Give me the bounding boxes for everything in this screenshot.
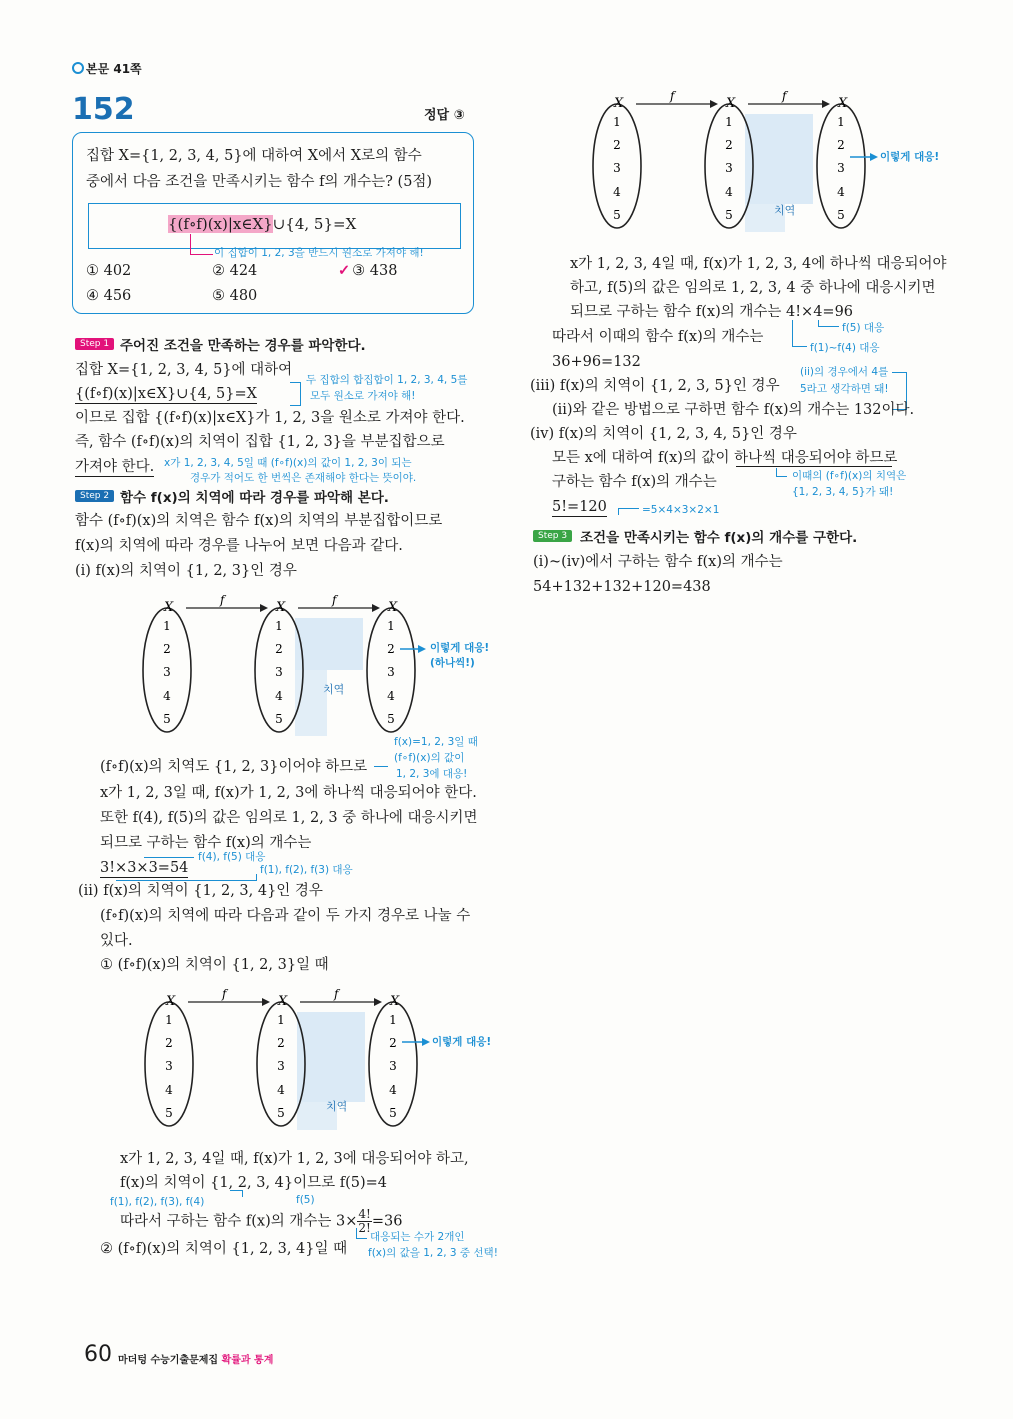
svg-text:3: 3 [165,1059,173,1073]
step1-line-2: {(f∘f)(x)|x∈X}∪{4, 5}=X [75,386,257,402]
range-label: 치역 [774,204,796,217]
svg-text:4: 4 [165,1083,173,1097]
step1-bracket [290,382,301,406]
case3-title: (iii) f(x)의 치역이 {1, 2, 3, 5}인 경우 [530,378,780,394]
circle-icon [72,62,84,74]
svg-text:4: 4 [387,689,395,703]
svg-text:2: 2 [275,642,283,656]
case2-sub1-line-3: 따라서 구하는 함수 f(x)의 개수는 3× $\frac{4!}{2!}$ =36 [120,1207,403,1235]
set-label: X [614,96,624,111]
svg-text:1: 1 [163,619,171,633]
svg-text:5: 5 [389,1106,397,1120]
condition-formula [168,215,356,233]
mapping-diagram-1 [140,592,430,742]
function-label: f [670,89,675,103]
case2-note-b: f(5) [296,1194,315,1206]
case4-title: (iv) f(x)의 치역이 {1, 2, 3, 4, 5}인 경우 [530,426,797,442]
problem-line-1: 집합 X={1, 2, 3, 4, 5}에 대하여 X에서 X로의 함수 [86,148,422,164]
step1-note-2a: x가 1, 2, 3, 4, 5일 때 (f∘f)(x)의 값이 1, 2, 3이 되는 [164,457,412,469]
case2-note-d: f(x)의 값을 1, 2, 3 중 선택! [368,1247,498,1259]
arrow-line [374,766,388,767]
set-label: X [388,600,398,615]
right-line-1: x가 1, 2, 3, 4일 때, f(x)가 1, 2, 3, 4에 하나씩 대응되어야 [570,256,947,272]
set-label: X [276,600,286,615]
range-label: 치역 [323,683,345,696]
case1-line-4: 되므로 구하는 함수 f(x)의 개수는 [100,835,312,851]
condition-rest: ∪{4, 5}=X [272,215,357,233]
right-line-3: 되므로 구하는 함수 f(x)의 개수는 4!×4=96 [570,304,854,320]
step1-line-3: 이므로 집합 {(f∘f)(x)|x∈X}가 1, 2, 3을 원소로 가져야 한다. [75,410,465,426]
case2-sub1-line-2: f(x)의 치역이 {1, 2, 3, 4}이므로 f(5)=4 [120,1175,388,1191]
fraction: $\frac{4!}{2!}$ [358,1207,371,1235]
function-label: f [332,593,337,607]
svg-text:1: 1 [165,1013,173,1027]
case4-bracket [776,468,787,477]
case1-side-a: f(x)=1, 2, 3일 때 [394,736,478,748]
svg-text:3: 3 [387,665,395,679]
right-note-1: f(5) 대응 [842,322,885,334]
svg-text:1: 1 [277,1013,285,1027]
svg-text:5: 5 [725,208,733,222]
section-marker [72,60,142,77]
svg-text:4: 4 [389,1083,397,1097]
svg-text:3: 3 [277,1059,285,1073]
svg-text:5: 5 [275,712,283,726]
case4-underline [736,466,892,467]
step3-line-2: 54+132+132+120=438 [533,579,711,595]
condition-highlight: {(f∘f)(x)|x∈X} [168,215,273,233]
svg-text:4: 4 [725,185,733,199]
svg-text:3: 3 [163,665,171,679]
range-label: 치역 [326,1100,348,1113]
mapping-diagram-2 [142,986,432,1136]
condition-note: 이 집합이 1, 2, 3을 반드시 원소로 가져야 해! [214,247,424,259]
svg-text:2: 2 [387,642,395,656]
set-label: X [838,96,848,111]
set-label: X [166,994,176,1009]
function-label: f [334,987,339,1001]
right-line-4: 따라서 이때의 함수 f(x)의 개수는 [552,329,764,345]
svg-text:4: 4 [277,1083,285,1097]
book-title: 마더텅 수능기출문제집 확률과 통계 [118,1355,274,1366]
svg-text:5: 5 [837,208,845,222]
case2-sub-1: ① (f∘f)(x)의 치역이 {1, 2, 3}일 때 [100,957,329,973]
svg-text:5: 5 [163,712,171,726]
step2-line-1: 함수 (f∘f)(x)의 치역은 함수 f(x)의 치역의 부분집합이므로 [75,513,443,529]
svg-text:2: 2 [613,138,621,152]
case4-note-2: {1, 2, 3, 4, 5}가 돼! [792,486,894,498]
choice-4: ④ 456 [86,288,132,304]
case2-bracket-c [356,1228,367,1239]
case1-calc: 3!×3×3=54 [100,860,189,876]
step2-badge: Step 2 [75,490,114,502]
svg-text:3: 3 [389,1059,397,1073]
case1-map-note-2: (하나씩!) [430,657,475,669]
svg-text:5: 5 [387,712,395,726]
case1-calc-bracket-1 [144,857,194,858]
svg-text:1: 1 [275,619,283,633]
svg-text:1: 1 [613,115,621,129]
right-line-2: 하고, f(5)의 값은 임의로 1, 2, 3, 4 중 하나에 대응시키면 [570,280,936,296]
case1-note-2: f(1), f(2), f(3) 대응 [260,864,353,876]
right-note-2: f(1)~f(4) 대응 [810,342,880,354]
case2-map-note: 이렇게 대응! [432,1036,492,1048]
case1-note-1: f(4), f(5) 대응 [198,851,266,863]
function-label: f [222,987,227,1001]
step1-title: 주어진 조건을 만족하는 경우를 파악한다. [120,338,366,354]
svg-text:4: 4 [275,689,283,703]
svg-text:2: 2 [725,138,733,152]
condition-arrow [190,234,213,255]
case1-side-c: 1, 2, 3에 대응! [396,768,468,780]
step3-line-1: (i)~(iv)에서 구하는 함수 f(x)의 개수는 [533,554,783,570]
case2-title: (ii) f(x)의 치역이 {1, 2, 3, 4}인 경우 [78,883,323,899]
case1-line-1: (f∘f)(x)의 치역도 {1, 2, 3}이어야 하므로 [100,759,368,775]
step1-line-5: 가져야 한다. [75,459,155,475]
step1-line-4: 즉, 함수 (f∘f)(x)의 치역이 집합 {1, 2, 3}을 부분집합으로 [75,434,445,450]
right-map-note: 이렇게 대응! [880,151,940,163]
case4-note-3: =5×4×3×2×1 [642,504,720,516]
case2-note-c: 대응되는 수가 2개인 [370,1231,465,1243]
set-label: X [390,994,400,1009]
answer-label: 정답 ③ [424,108,465,123]
svg-text:1: 1 [387,619,395,633]
set-label: X [164,600,174,615]
svg-text:1: 1 [725,115,733,129]
step3-title: 조건을 만족시키는 함수 f(x)의 개수를 구한다. [580,530,858,546]
svg-text:1: 1 [389,1013,397,1027]
case2-sub1-line-1: x가 1, 2, 3, 4일 때, f(x)가 1, 2, 3에 대응되어야 하고, [120,1151,469,1167]
svg-text:3: 3 [275,665,283,679]
choice-3: ✓ ③ 438 [338,262,398,279]
choice-1: ① 402 [86,263,132,279]
svg-text:3: 3 [613,161,621,175]
step1-note-1b: 모두 원소로 가져야 해! [310,390,416,402]
svg-text:4: 4 [163,689,171,703]
case1-side-b: (f∘f)(x)의 값이 [394,752,465,764]
set-label: X [278,994,288,1009]
svg-text:3: 3 [725,161,733,175]
svg-text:5: 5 [613,208,621,222]
case1-map-note-1: 이렇게 대응! [430,642,490,654]
svg-text:2: 2 [837,138,845,152]
set-label: X [726,96,736,111]
svg-text:5: 5 [165,1106,173,1120]
svg-text:2: 2 [163,642,171,656]
step1-note-2b: 경우가 적어도 한 번씩은 존재해야 한다는 뜻이야. [190,472,417,484]
problem-number: 152 [72,92,135,127]
svg-text:4: 4 [613,185,621,199]
checkmark-icon: ✓ [338,262,351,279]
case1-calc-bracket-2 [116,874,257,881]
step1-badge: Step 1 [75,338,114,350]
right-line-5: 36+96=132 [552,354,641,370]
mapping-diagram-3 [590,88,880,238]
case2-line-1: (f∘f)(x)의 치역에 따라 다음과 같이 두 가지 경우로 나눌 수 [100,908,471,924]
page-number: 60 [84,1342,112,1367]
step1-note-1a: 두 집합의 합집합이 1, 2, 3, 4, 5를 [306,374,468,386]
step1-line-1: 집합 X={1, 2, 3, 4, 5}에 대하여 [75,362,293,378]
svg-text:1: 1 [837,115,845,129]
case4-line-1: 모든 x에 대하여 f(x)의 값이 하나씩 대응되어야 하므로 [552,450,898,466]
svg-text:2: 2 [165,1036,173,1050]
step2-title: 함수 f(x)의 치역에 따라 경우를 파악해 본다. [120,490,389,506]
step3-badge: Step 3 [533,530,572,542]
choice-2: ② 424 [212,263,258,279]
right-bracket-1 [818,320,839,327]
case2-bracket-a [230,1190,243,1197]
case4-bracket-2 [618,508,639,515]
choice-5: ⑤ 480 [212,288,258,304]
right-bracket-2 [792,320,807,347]
section-label: 본문 41쪽 [86,62,142,76]
case3-note-2: 5라고 생각하면 돼! [800,383,889,395]
svg-text:2: 2 [389,1036,397,1050]
step2-line-2: f(x)의 치역에 따라 경우를 나누어 보면 다음과 같다. [75,538,403,554]
svg-text:2: 2 [277,1036,285,1050]
svg-text:3: 3 [837,161,845,175]
case1-line-2: x가 1, 2, 3일 때, f(x)가 1, 2, 3에 하나씩 대응되어야 한다. [100,785,477,801]
case1-title: (i) f(x)의 치역이 {1, 2, 3}인 경우 [75,563,297,579]
problem-line-2: 중에서 다음 조건을 만족시키는 함수 f의 개수는? (5점) [86,174,433,190]
case3-note-1: (ii)의 경우에서 4를 [800,366,889,378]
case3-line-1: (ii)와 같은 방법으로 구하면 함수 f(x)의 개수는 132이다. [552,402,915,418]
case1-line-3: 또한 f(4), f(5)의 값은 임의로 1, 2, 3 중 하나에 대응시키면 [100,810,478,826]
case4-note-1: 이때의 (f∘f)(x)의 치역은 [792,470,907,482]
case2-sub-2: ② (f∘f)(x)의 치역이 {1, 2, 3, 4}일 때 [100,1241,348,1257]
function-label: f [782,89,787,103]
function-label: f [220,593,225,607]
case2-line-2: 있다. [100,933,133,949]
case4-line-2: 구하는 함수 f(x)의 개수는 [552,474,717,490]
case4-calc: 5!=120 [552,499,607,515]
case2-note-a: f(1), f(2), f(3), f(4) [110,1196,205,1208]
svg-text:5: 5 [277,1106,285,1120]
svg-text:4: 4 [837,185,845,199]
